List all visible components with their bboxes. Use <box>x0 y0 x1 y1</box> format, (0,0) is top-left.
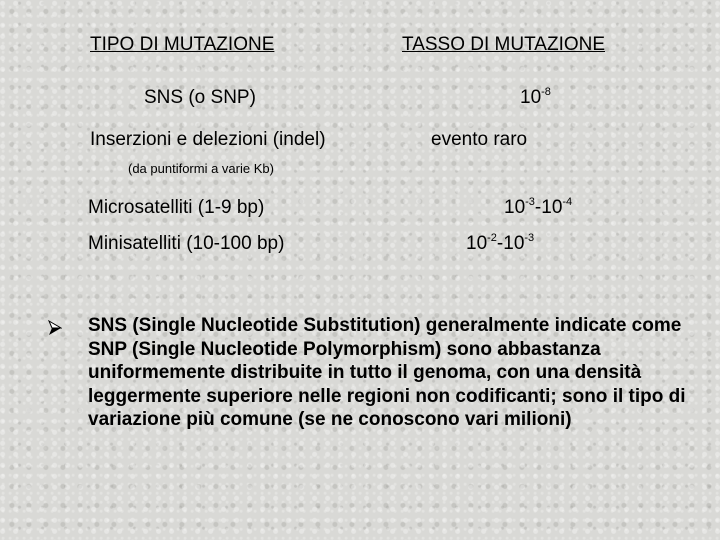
rate-base: 10 <box>504 197 526 218</box>
row-indel-type: Inserzioni e delezioni (indel) <box>90 129 326 150</box>
rate-base: 10 <box>503 233 525 254</box>
row-minisatellite-rate <box>466 234 534 253</box>
rate-base: 10 <box>520 87 542 108</box>
row-sns-type: SNS (o SNP) <box>144 87 256 108</box>
header-mutation-type: TIPO DI MUTAZIONE <box>90 34 275 55</box>
header-mutation-rate: TASSO DI MUTAZIONE <box>402 34 606 55</box>
row-minisatellite-type: Minisatelliti (10-100 bp) <box>88 233 285 254</box>
rate-exponent: -3 <box>525 196 535 208</box>
rate-exponent: -8 <box>541 86 551 98</box>
row-indel-note: (da puntiformi a varie Kb) <box>128 161 274 176</box>
rate-separator: - <box>534 197 542 218</box>
row-sns-rate <box>520 88 551 107</box>
row-indel-rate: evento raro <box>431 129 528 150</box>
row-microsatellite-type: Microsatelliti (1-9 bp) <box>88 197 265 218</box>
rate-base: 10 <box>541 197 563 218</box>
row-microsatellite-rate <box>504 198 572 217</box>
rate-base: 10 <box>466 233 488 254</box>
rate-exponent: -4 <box>562 196 573 208</box>
rate-exponent: -2 <box>487 232 497 244</box>
arrow-bullet-icon <box>48 320 62 336</box>
rate-separator: - <box>496 233 504 254</box>
rate-exponent: -3 <box>524 232 535 244</box>
bullet-paragraph: SNS (Single Nucleotide Substitution) generalmente indicate come SNP (Single Nucleotide Polymorphism) sono abbastanza uniformemente distribuite in tutto il genoma, con una densità leggermente superiore nelle regioni non codificanti; sono il tipo di variazione più comune (se ne conoscono vari milioni) <box>88 315 686 430</box>
